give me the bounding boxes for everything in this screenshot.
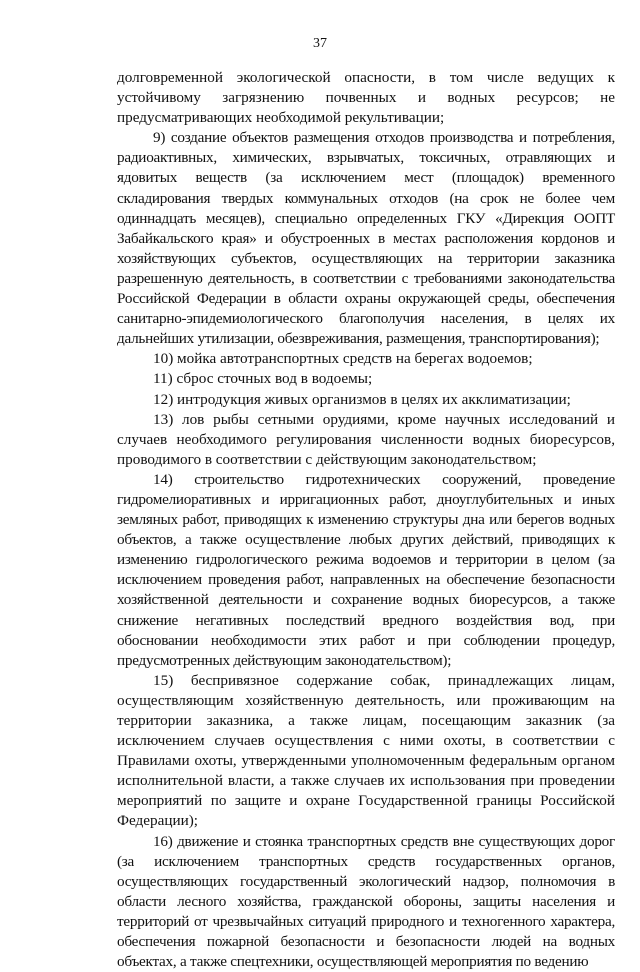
paragraph-item-9: 9) создание объектов размещения отходов производства и потребления, радиоактивных, химических, взрывчатых, токсичных, отравляющих и ядовитых веществ (за исключением мест (площадок) временного складирования твердых коммунальных отходов (на срок не более чем одиннадцать месяцев), специально определенных ГКУ «Дирекция ООПТ Забайкальского края» и обустроенных в местах расположения кордонов и хозяйствующих субъектов, осуществляющих на территории заказника разрешенную деятельность, в соответствии с требованиями законодательства Российской Федерации в области охраны окружающей среды, обеспечения санитарно-эпидемиологического благополучия населения, в целях их дальнейших утилизации, обезвреживания, размещения, транспортирования); (117, 129, 615, 348)
paragraph-item-13: 13) лов рыбы сетными орудиями, кроме научных исследований и случаев необходимого регулирования численности водных биоресурсов, проводимого в соответствии с действующим законодательством; (117, 410, 615, 468)
page-number: 37 (313, 36, 327, 51)
paragraph-item-12: 12) интродукция живых организмов в целях их акклиматизации; (153, 390, 571, 408)
document-body (117, 68, 615, 972)
paragraph-item-16: 16) движение и стоянка транспортных средств вне существующих дорог (за исключением транспортных средств государственных органов, осуществляющих государственный экологический надзор, полномочия в области лесного хозяйства, гражданской обороны, защиты населения и территорий от чрезвычайных ситуаций природного и техногенного характера, обеспечения пожарной безопасности и безопасности людей на водных объектах, а также спецтехники, осуществляющей мероприятия по ведению (117, 832, 615, 971)
paragraph-continuation: долговременной экологической опасности, в том числе ведущих к устойчивому загрязнению почвенных и водных ресурсов; не предусматривающих необходимой рекультивации; (117, 69, 615, 127)
paragraph-item-14: 14) строительство гидротехнических сооружений, проведение гидромелиоративных и ирригационных работ, дноуглубительных и иных земляных работ, приводящих к изменению структуры дна или берегов водных объектов, а также осуществление любых других действий, приводящих к изменению гидрологического режима водоемов и территории в целом (за исключением проведения работ, направленных на обеспечение безопасности хозяйственной деятельности и сохранение водных биоресурсов, а также снижение негативных последствий вредного воздействия вод, при обосновании необходимости этих работ и при соблюдении процедур, предусмотренных действующим законодательством); (117, 470, 615, 669)
paragraph-item-15: 15) беспривязное содержание собак, принадлежащих лицам, осуществляющим хозяйственную деятельность, или проживающим на территории заказника, а также лицам, посещающим заказник (за исключением случаев осуществления с ними охоты, в соответствии с Правилами охоты, утвержденными уполномоченным федеральным органом исполнительной власти, а также случаев их использования при проведении мероприятий по защите и охране Государственной границы Российской Федерации); (117, 671, 615, 830)
paragraph-item-11: 11) сброс сточных вод в водоемы; (153, 370, 373, 388)
paragraph-item-10: 10) мойка автотранспортных средств на берегах водоемов; (153, 350, 533, 368)
